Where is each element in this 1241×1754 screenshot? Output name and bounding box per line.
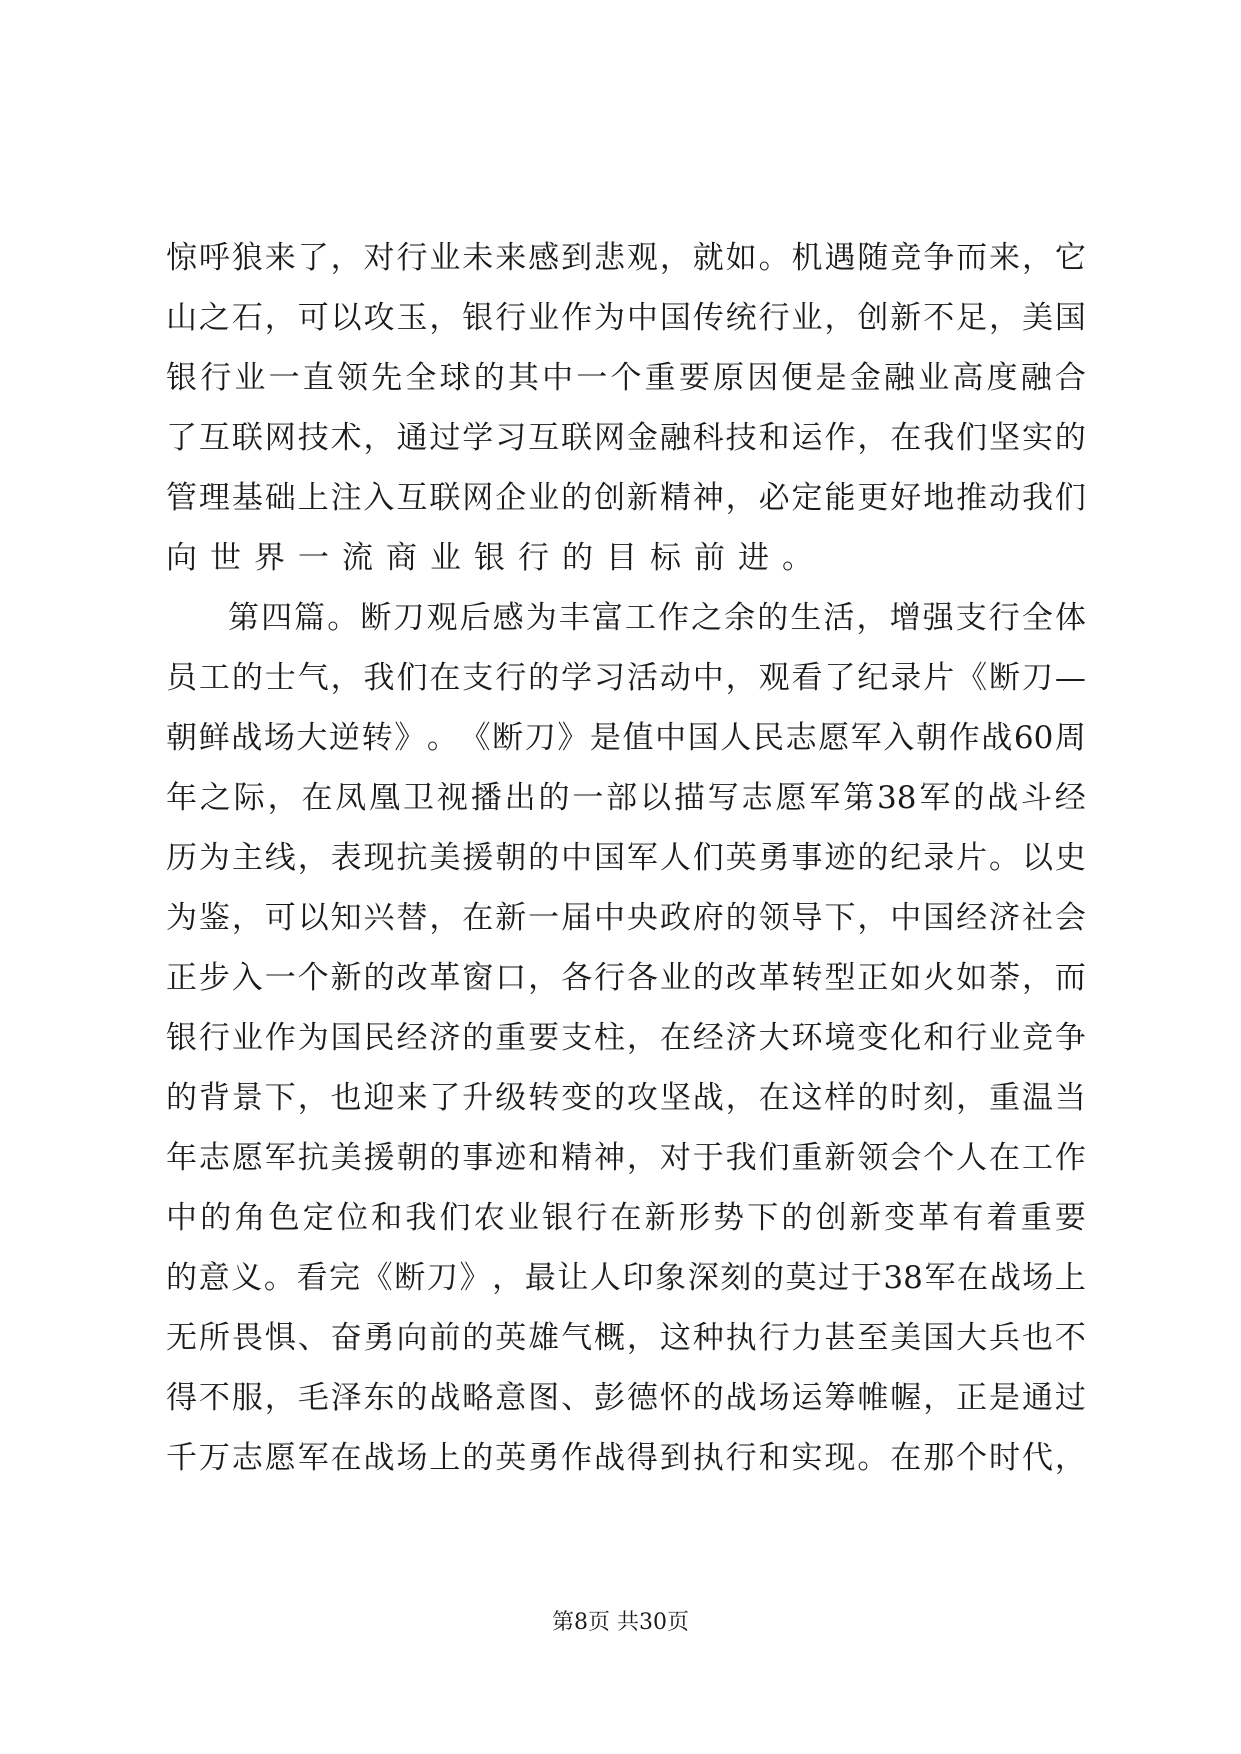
body-text — [166, 228, 1086, 1488]
text-line: 惊 呼 狼 来 了 ， 对 行 业 未 来 感 到 悲 观 ， 就 如 。 机 遇 随 竞 争 而 来 ， 它 — [166, 240, 1086, 276]
text-line: 了 互 联 网 技 术 ， 通 过 学 习 互 联 网 金 融 科 技 和 运 作 ， 在 我 们 坚 实 的 — [166, 420, 1086, 456]
text-line: 向 世 界 一 流 商 业 银 行 的 目 标 前 进 。 — [166, 540, 813, 576]
text-line: 的 意 义 。 看 完 《 断 刀 》 ， 最 让 人 印 象 深 刻 的 莫 过 于 38 军 在 战 场 上 — [166, 1260, 1086, 1296]
page-footer: 第8页 共30页 — [552, 1610, 689, 1635]
text-line: 银 行 业 作 为 国 民 经 济 的 重 要 支 柱 ， 在 经 济 大 环 境 变 化 和 行 业 竞 争 — [166, 1020, 1086, 1056]
text-line: 年 之 际 ， 在 凤 凰 卫 视 播 出 的 一 部 以 描 写 志 愿 军 第 38 军 的 战 斗 经 — [166, 780, 1086, 816]
text-line: 管 理 基 础 上 注 入 互 联 网 企 业 的 创 新 精 神 ， 必 定 能 更 好 地 推 动 我 们 — [166, 480, 1086, 516]
text-line: 得 不 服 ， 毛 泽 东 的 战 略 意 图 、 彭 德 怀 的 战 场 运 筹 帷 幄 ， 正 是 通 过 — [166, 1380, 1086, 1416]
text-line: 员 工 的 士 气 ， 我 们 在 支 行 的 学 习 活 动 中 ， 观 看 了 纪 录 片 《 断 刀 — — [166, 660, 1086, 696]
text-line: 朝 鲜 战 场 大 逆 转 》 。 《 断 刀 》 是 值 中 国 人 民 志 愿 军 入 朝 作 战 60 周 — [166, 720, 1086, 756]
text-line: 无 所 畏 惧 、 奋 勇 向 前 的 英 雄 气 概 ， 这 种 执 行 力 甚 至 美 国 大 兵 也 不 — [166, 1320, 1086, 1356]
text-line: 正 步 入 一 个 新 的 改 革 窗 口 ， 各 行 各 业 的 改 革 转 型 正 如 火 如 荼 ， 而 — [166, 960, 1086, 996]
text-line: 为 鉴 ， 可 以 知 兴 替 ， 在 新 一 届 中 央 政 府 的 领 导 下 ， 中 国 经 济 社 会 — [166, 900, 1086, 936]
text-line: 中 的 角 色 定 位 和 我 们 农 业 银 行 在 新 形 势 下 的 创 新 变 革 有 着 重 要 — [166, 1200, 1086, 1236]
text-line: 历 为 主 线 ， 表 现 抗 美 援 朝 的 中 国 军 人 们 英 勇 事 迹 的 纪 录 片 。 以 史 — [166, 840, 1086, 876]
text-line: 第 四 篇 。 断 刀 观 后 感 为 丰 富 工 作 之 余 的 生 活 ， 增 强 支 行 全 体 — [228, 600, 1086, 636]
text-line: 年 志 愿 军 抗 美 援 朝 的 事 迹 和 精 神 ， 对 于 我 们 重 新 领 会 个 人 在 工 作 — [166, 1140, 1086, 1176]
text-line: 山 之 石 ， 可 以 攻 玉 ， 银 行 业 作 为 中 国 传 统 行 业 ， 创 新 不 足 ， 美 国 — [166, 300, 1086, 336]
text-line: 银 行 业 一 直 领 先 全 球 的 其 中 一 个 重 要 原 因 便 是 金 融 业 高 度 融 合 — [166, 360, 1086, 396]
text-line: 的 背 景 下 ， 也 迎 来 了 升 级 转 变 的 攻 坚 战 ， 在 这 样 的 时 刻 ， 重 温 当 — [166, 1080, 1086, 1116]
text-line: 千 万 志 愿 军 在 战 场 上 的 英 勇 作 战 得 到 执 行 和 实 现 。 在 那 个 时 代 ， — [166, 1440, 1086, 1476]
